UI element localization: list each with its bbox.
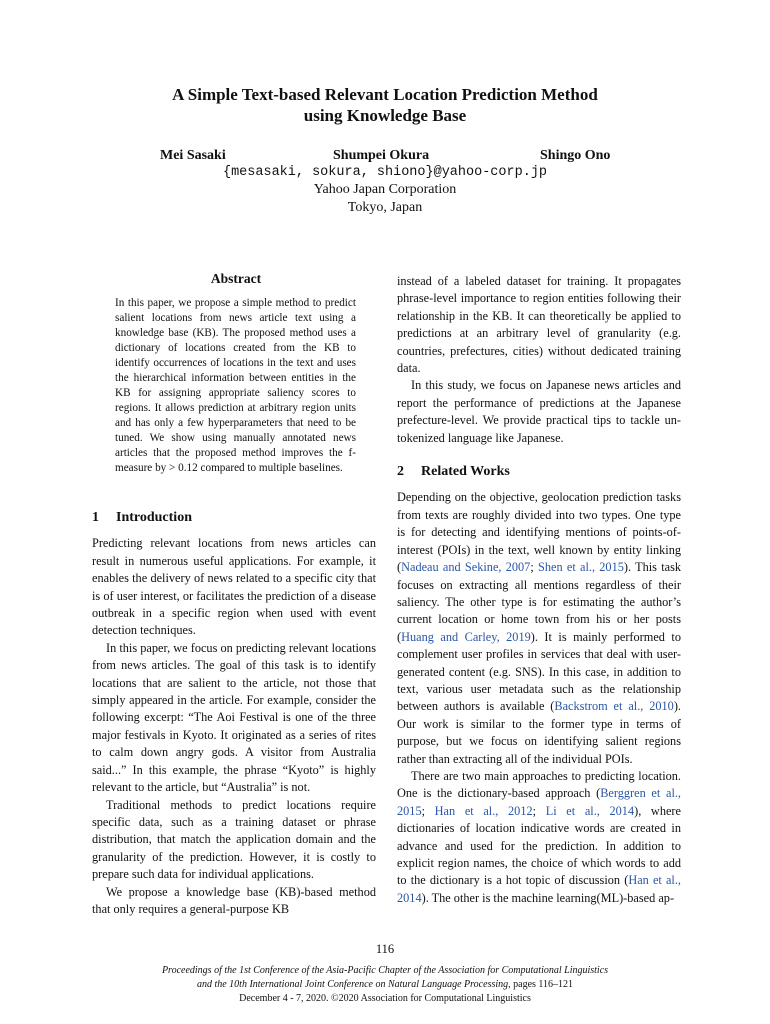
related-paragraph-1 (397, 489, 681, 768)
text-run: ). This task focuses on extracting all mentions regardless of their saliency. The other type is for estimating the author’s current location or home town from his or her posts ( (397, 560, 682, 644)
abstract-text: In this paper, we propose a simple method to predict salient locations from news article text using a knowledge base (KB). The proposed method uses a dictionary of locations created from the KB to identify occurrences of locations in the text and uses the hierarchical information between entities in the KB for assigning appropriate saliency scores to regions. It allows prediction at arbitrary region units and has only a few hyperparameters that need to be tuned. We show using manually annotated news articles that the proposed method improves the f-measure by > 0.12 compared to multiple baselines. (115, 297, 356, 474)
citation-link[interactable]: Nadeau and Sekine, 2007 (401, 560, 531, 575)
citation-link[interactable]: Han et al., 2012 (434, 803, 533, 818)
title-line-2: using Knowledge Base (303, 106, 467, 125)
section-heading-introduction (92, 509, 376, 526)
right-paragraph-1: instead of a labeled dataset for training. It propagates phrase-level importance to region entities following their relationship in the KB. It can theoretically be applied to predictions at an arbitrary level of granularity (e.g. countries, prefectures, cities) without dedicated training data. (397, 274, 681, 376)
footer-line-2-italic: and the 10th International Joint Conference on Natural Language Processing (196, 979, 509, 990)
related-paragraph-2 (397, 768, 681, 907)
footer-line-1: Proceedings of the 1st Conference of the Asia-Pacific Chapter of the Association for Computational Linguistics (161, 965, 609, 976)
right-paragraph-2: In this study, we focus on Japanese news articles and report the performance of predictions at the Japanese prefecture-level. We provide practical tips to tackle un-tokenized language like Japanese. (397, 378, 681, 445)
section-number: 2 (397, 464, 404, 480)
footer-line-3: December 4 - 7, 2020. ©2020 Association for Computational Linguistics (239, 993, 531, 1004)
section-number: 1 (92, 510, 99, 525)
text-run: ; (532, 803, 546, 818)
footer-line-2-pages: , pages 116–121 (508, 979, 574, 990)
author-2: Shumpei Okura (333, 148, 430, 163)
proceedings-footer (0, 964, 770, 1006)
intro-paragraph-4: We propose a knowledge base (KB)-based method that only requires a general-purpose KB (92, 884, 376, 916)
text-run: ). It is mainly performed to complement user profiles in services that deal with user-generated content (e.g. SNS). In this case, in addition to text, various user metadata such as the relationship between authors is available ( (397, 629, 681, 714)
author-emails: {mesasaki, sokura, shiono}@yahoo-corp.jp (222, 165, 548, 180)
text-run: Depending on the objective, geolocation prediction tasks from texts are roughly divided into two types. One type is for detecting and identifying mentions of points-of-interest (POIs) in the text, well known by entity linking ( (397, 490, 681, 575)
author-3: Shingo Ono (540, 148, 611, 163)
text-run: ). The other is the machine learning(ML)-based ap- (421, 890, 675, 905)
intro-paragraph-1: Predicting relevant locations from news articles can result in numerous useful applications. For example, it enables the delivery of news related to a specific city that is of user interest, or facilitates the prediction of a disease outbreak in a specific region when used with event detection techniques. (92, 536, 376, 638)
citation-link[interactable]: Backstrom et al., 2010 (554, 699, 674, 714)
paper-title (0, 84, 770, 126)
intro-paragraph-3: Traditional methods to predict locations require specific data, such as a training dataset or phrase distribution, that match the application domain and the granularity of the prediction. However, it is costly to prepare such data for individual applications. (92, 797, 376, 882)
text-run: ). Our work is similar to the former type in terms of purpose, but we focus on identifying salient regions rather than extracting all of the individual POIs. (397, 699, 681, 766)
text-run: ; (530, 560, 539, 575)
affiliation: Yahoo Japan Corporation (313, 182, 457, 197)
footer-line-2 (0, 978, 770, 992)
page-number: 116 (375, 942, 395, 956)
section-title: Related Works (421, 464, 510, 480)
affiliation-location: Tokyo, Japan (347, 200, 423, 215)
right-column (397, 273, 681, 907)
citation-link[interactable]: Huang and Carley, 2019 (401, 629, 531, 644)
intro-paragraph-2: In this paper, we focus on predicting relevant locations from news articles. The goal of this task is to identify locations that are salient to the article, not those that simply appeared in the article. For example, consider the following excerpt: “The Aoi Festival is one of the three major festivals in Kyoto. It originated as a series of rites to calm down angry gods. A visitor from Australia said...” In this example, the phrase “Kyoto” is highly relevant to the article, but “Australia” is not. (92, 640, 376, 795)
text-run: ; (421, 803, 435, 818)
citation-link[interactable]: Shen et al., 2015 (538, 560, 624, 575)
citation-link[interactable]: Han et al., 2014 (397, 873, 681, 905)
citation-link[interactable]: Berggren et al., 2015 (397, 786, 682, 818)
section-heading-related-works (397, 463, 681, 480)
section-title: Introduction (116, 510, 192, 525)
text-run: ), where dictionaries of location indicative words are created in advance and used for the prediction. In addition to explicit region names, the choice of which words to add to the dictionary is a hot topic of discussion ( (397, 803, 681, 888)
title-line-1: A Simple Text-based Relevant Location Prediction Method (172, 85, 598, 104)
text-run: There are two main approaches to predicting location. One is the dictionary-based approach ( (397, 768, 681, 801)
citation-link[interactable]: Li et al., 2014 (545, 803, 635, 818)
abstract-heading: Abstract (210, 271, 262, 286)
author-1: Mei Sasaki (160, 148, 226, 163)
left-column (92, 509, 376, 918)
